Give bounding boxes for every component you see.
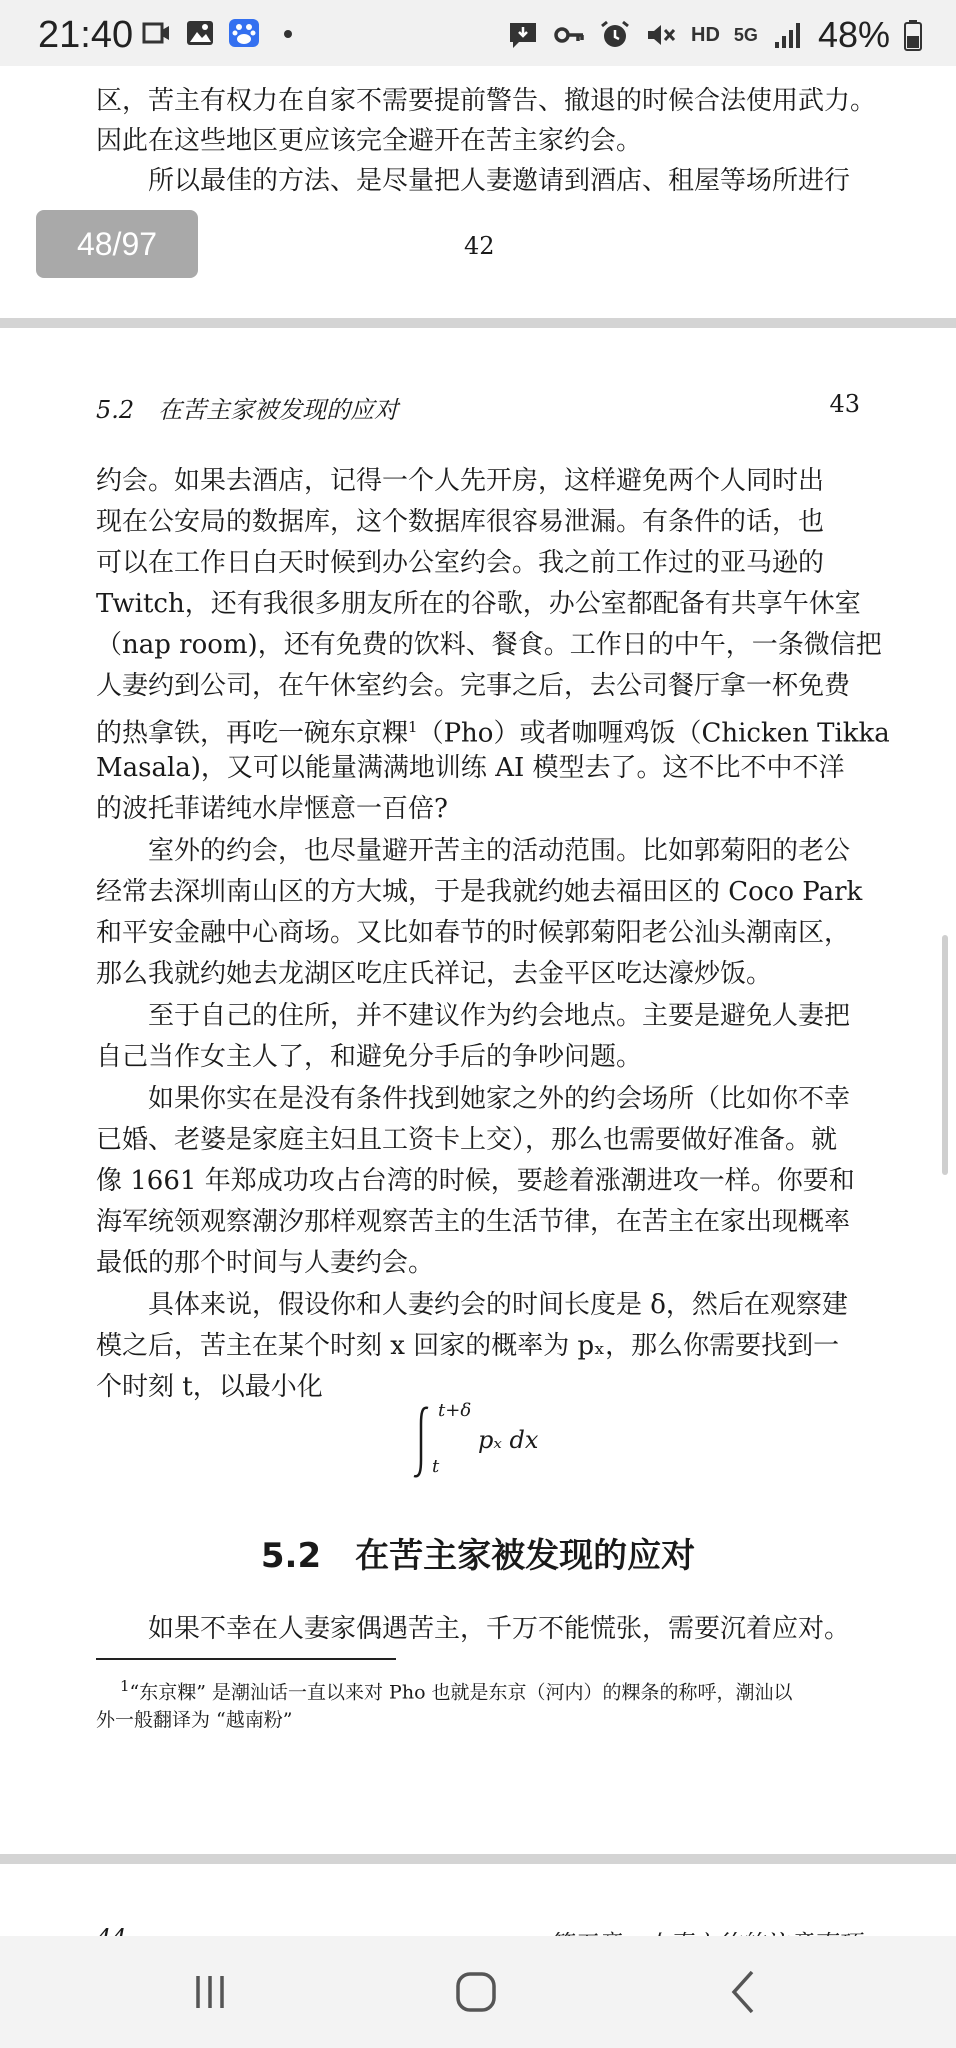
body-line: 自己当作女主人了，和避免分手后的争吵问题。 [96,1042,643,1072]
body-line: 如果不幸在人妻家偶遇苦主，千万不能慌张，需要沉着应对。 [148,1614,851,1644]
body-line: （nap room)，还有免费的饮料、餐食。工作日的中午，一条微信把 [96,630,882,660]
body-line: 最低的那个时间与人妻约会。 [96,1248,435,1278]
section-heading: 5.2 在苦主家被发现的应对 [260,1536,696,1576]
body-line: 和平安金融中心商场。又比如春节的时候郭菊阳老公汕头潮南区， [96,918,851,948]
dot-icon [272,18,304,48]
screen-record-icon [140,18,172,48]
body-text: 的热拿铁，再吃一碗东京粿 [96,718,409,749]
footnote-line [120,1670,860,1708]
body-line: 现在公安局的数据库，这个数据库很容易泄漏。有条件的话，也 [96,507,825,537]
running-head: 5.2 在苦主家被发现的应对 [96,396,399,424]
prev-page-line: 因此在这些地区更应该完全避开在苦主家约会。 [96,126,643,156]
baidu-icon [228,18,260,48]
status-time: 21:40 [38,14,134,56]
status-right-icons [507,14,922,56]
body-line: 像 1661 年郑成功攻占台湾的时候，要趁着涨潮进攻一样。你要和 [96,1166,855,1196]
5g-icon: 5G [733,25,758,45]
recents-icon[interactable] [180,1962,240,2022]
mute-icon [645,20,677,50]
page-number: 43 [829,390,860,418]
body-line: 人妻约到公司，在午休室约会。完事之后，去公司餐厅拿一杯免费 [96,671,851,701]
body-line: 约会。如果去酒店，记得一个人先开房，这样避免两个人同时出 [96,466,825,496]
gallery-icon [184,18,216,48]
body-line: Twitch，还有我很多朋友所在的谷歌，办公室都配备有共享午休室 [96,589,861,619]
page-indicator-badge[interactable]: 48/97 [36,210,198,278]
battery-percent: 48% [817,14,890,55]
footnote-marker[interactable]: 1 [408,718,418,736]
body-text: （Pho）或者咖喱鸡饭（Chicken Tikka [417,718,890,749]
status-left-icons [140,18,304,48]
body-line: 如果你实在是没有条件找到她家之外的约会场所（比如你不幸 [148,1084,851,1114]
battery-icon [904,19,922,51]
footnote-number: 1 [120,1677,130,1695]
integral-sign [410,1404,434,1480]
page-separator [0,1854,956,1864]
footnote-text: “东京粿” 是潮汕话一直以来对 Pho 也就是东京（河内）的粿条的称呼，潮汕以 [129,1681,793,1704]
signal-icon [772,20,804,50]
body-line: 至于自己的住所，并不建议作为约会地点。主要是避免人妻把 [148,1001,851,1031]
body-line: 那么我就约她去龙湖区吃庄氏祥记，去金平区吃达濠炒饭。 [96,959,773,989]
alarm-icon [599,20,631,50]
integral-upper-limit: t+δ [438,1400,472,1421]
prev-page-line: 所以最佳的方法、是尽量把人妻邀请到酒店、租屋等场所进行 [148,166,851,196]
body-line: 可以在工作日白天时候到办公室约会。我之前工作过的亚马逊的 [96,548,825,578]
body-line: 海军统领观察潮汐那样观察苦主的生活节律，在苦主在家出现概率 [96,1207,851,1237]
integral-formula [410,1400,610,1480]
body-line: 的波托菲诺纯水岸惬意一百倍? [96,794,448,824]
body-line: 具体来说，假设你和人妻约会的时间长度是 δ，然后在观察建 [148,1290,848,1320]
hd-icon: HD [691,23,720,46]
body-line: 已婚、老婆是家庭主妇且工资卡上交），那么也需要做好准备。就 [96,1125,838,1155]
prev-page-number: 42 [464,232,495,260]
body-line: 室外的约会，也尽量避开苦主的活动范围。比如郭菊阳的老公 [148,836,851,866]
integrand: pₓ dx [478,1426,539,1454]
next-page-partial [0,1864,956,1936]
footnote-rule [96,1658,396,1660]
back-icon[interactable] [714,1962,774,2022]
footnote-line: 外一般翻译为 “越南粉” [96,1709,293,1731]
navigation-bar [0,1936,956,2048]
page-separator [0,318,956,328]
body-line: 经常去深圳南山区的方大城，于是我就约她去福田区的 Coco Park [96,877,863,907]
scroll-thumb[interactable] [942,935,948,1175]
integral-lower-limit: t [432,1456,440,1477]
body-line: 模之后，苦主在某个时刻 x 回家的概率为 pₓ，那么你需要找到一 [96,1331,840,1361]
home-icon[interactable] [446,1962,506,2022]
body-line: Masala)，又可以能量满满地训练 AI 模型去了。这不比不中不洋 [96,753,845,783]
prev-page-line: 区，苦主有权力在自家不需要提前警告、撤退的时候合法使用武力。 [96,86,877,116]
notification-icon [507,20,539,50]
body-line: 个时刻 t，以最小化 [96,1372,323,1402]
key-icon [553,20,585,50]
status-bar [0,0,956,66]
